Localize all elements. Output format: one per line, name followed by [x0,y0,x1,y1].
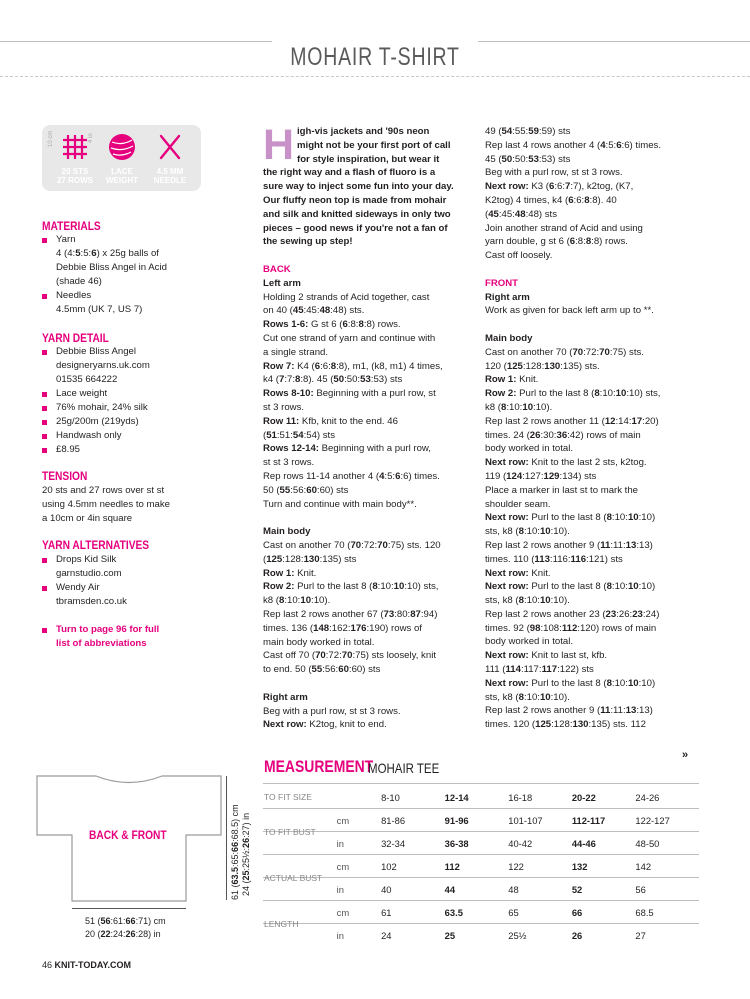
measurement-subtitle: MOHAIR TEE [368,760,440,776]
measurement-cell: 122 [508,860,524,872]
row-label: LENGTH [264,919,299,929]
qty-d: 6 [91,248,97,259]
footer-site: KNIT-TODAY.COM [54,960,132,970]
measurement-cell: 102 [381,860,397,872]
instruction-line: times. 110 (113:116:116:121) sts [485,553,623,565]
instruction-line: sts, k8 (8:10:10:10). [485,595,570,607]
page-title: MOHAIR T-SHIRT [290,43,460,71]
yarn-detail-length: 25g/200m (219yds) [56,416,139,427]
yarn-ball-icon [108,133,136,161]
bullet-icon [42,392,47,397]
measurement-row [263,924,699,947]
instruction-line: st 3 rows. [263,401,305,413]
yarn-detail-weight: Lace weight [56,388,108,399]
stat-needle-label: NEEDLE [153,176,187,185]
height-dimension-line [226,776,227,900]
instruction-line: 45 (50:50:53:53) sts [485,153,571,165]
measurement-cell: 112-117 [571,814,606,826]
instruction-line: times. 136 (148:162:176:190) rows of [263,622,422,634]
row-label: TO FIT SIZE [264,792,312,802]
back-instructions [263,263,468,732]
instruction-line: Rows 1-6: G st 6 (6:8:8:8) rows. [263,319,401,331]
intro-line: for style inspiration, but wear it [297,153,440,165]
measurement-row [263,832,699,855]
stat-needle-size: 4.5 MM [156,167,184,176]
instruction-line: Rep last 2 rows another 11 (12:14:17:20) [485,415,659,427]
subheading: Main body [263,526,311,538]
instruction-line: 120 (125:128:130:135) sts. [485,360,600,372]
measurement-cell: 25½ [508,929,527,941]
stat-gauge-sts: 20 STS [61,167,89,176]
footer [42,960,131,970]
instruction-line: Rep last 4 rows another 4 (4:5:6:6) times. [485,139,661,151]
row-unit: in [336,883,344,895]
intro-line: pieces – good news if you're not a fan of [263,222,448,234]
row-unit [337,786,381,809]
instruction-line: main body worked in total. [263,636,375,648]
instruction-line: Rows 12-14: Beginning with a purl row, [263,443,431,455]
stat-gauge [50,167,100,185]
measurement-cell: 112 [444,860,460,872]
measurement-cell: 20-22 [571,791,596,803]
materials-needles-label: Needles [56,290,92,301]
garment-schematic [36,775,222,915]
instruction-line: Turn and continue with main body**. [263,498,417,510]
instruction-line: Cast off 70 (70:72:70:75) sts loosely, knit [263,650,436,662]
instruction-line: k8 (8:10:10:10). [263,595,331,607]
measurement-cell: 63.5 [444,906,463,918]
measurement-cell: 8-10 [381,791,400,803]
abbreviations-note-2[interactable]: list of abbreviations [56,638,147,649]
row-unit: cm [336,906,350,918]
instruction-line: Row 2: Purl to the last 8 (8:10:10:10) sts, [485,388,661,400]
instruction-line: body worked in total. [485,443,573,455]
measurement-cell: 68.5 [635,906,654,918]
bullet-icon [42,434,47,439]
right-column-instructions [485,125,700,732]
measurement-cell: 32-34 [381,837,406,849]
instruction-line: Next row: K2tog, knit to end. [263,719,387,731]
instruction-line: Cast off loosely. [485,250,553,262]
front-heading: FRONT [485,277,519,289]
measurement-cell: 91-96 [444,814,469,826]
header-rule-right [478,41,750,42]
height-cm-label: 61 (63.5:65:66:68.5) cm [230,804,240,900]
bullet-icon [42,406,47,411]
instruction-line: times. 24 (26:30:36:42) rows of main [485,429,641,441]
grid-icon [62,133,88,161]
abbreviations-note[interactable]: Turn to page 96 for full [56,624,160,635]
instruction-line: Rep rows 11-14 another 4 (4:5:6:6) times. [263,470,440,482]
schematic-label: BACK & FRONT [89,828,167,842]
bullet-icon [42,238,47,243]
instruction-line: times. 92 (98:108:112:120) rows of main [485,622,657,634]
yarn-detail-phone: 01535 664222 [56,374,118,385]
instruction-line: on 40 (45:45:48:48) sts. [263,305,365,317]
intro-paragraph [263,121,468,249]
intro-line: sure way to inject some fun into your day. [263,181,454,193]
instruction-line: sts, k8 (8:10:10:10). [485,691,570,703]
instruction-line: Next row: Knit to the last 2 sts, k2tog. [485,457,647,469]
measurement-cell: 101-107 [508,814,543,826]
back-heading: BACK [263,264,291,275]
alt-yarn-2: Wendy Air [56,582,100,593]
instruction-line: Next row: Knit to last st, kfb. [485,650,608,662]
instruction-line: st st 3 rows. [263,457,315,469]
instruction-line: Row 11: Kfb, knit to the end. 46 [263,415,398,427]
measurement-cell: 25 [444,929,456,941]
header-dashed-rule [0,76,750,77]
measurement-cell: 44-46 [571,837,596,849]
instruction-line: body worked in total. [485,636,573,648]
qty-a: 4 (4: [56,248,76,259]
instruction-line: Row 1: Knit. [485,374,539,386]
measurement-cell: 44 [444,883,456,895]
instruction-line: Row 7: K4 (6:6:8:8), m1, (k8, m1) 4 times, [263,360,443,372]
gauge-side-a: 10 cm [48,130,54,147]
instruction-line: 49 (54:55:59:59) sts [485,126,571,137]
row-unit: cm [336,860,350,872]
subheading: Main body [485,332,533,344]
table-rule [263,783,699,784]
instruction-line: Next row: Purl to the last 8 (8:10:10:10) [485,512,656,524]
intro-line: the sewing up step! [263,236,353,248]
yarn-detail-fibre: 76% mohair, 24% silk [56,402,148,413]
instruction-line: Cast on another 70 (70:72:70:75) sts. [485,346,644,358]
row-label: TO FIT BUST [264,827,316,837]
bullet-icon [42,350,47,355]
measurement-cell: 56 [635,883,646,895]
measurement-cell: 52 [571,883,583,895]
instruction-line: Rep last 2 rows another 9 (11:11:13:13) [485,539,653,551]
instruction-line: Row 2: Purl to the last 8 (8:10:10:10) sts, [263,581,439,593]
materials-yarn-name: Debbie Bliss Angel in Acid [56,262,167,273]
tension-line: a 10cm or 4in square [42,513,133,524]
measurement-cell: 142 [635,860,652,872]
instruction-line: Row 1: Knit. [263,567,317,579]
measurement-cell: 122-127 [635,814,670,826]
yarn-detail-brand: Debbie Bliss Angel [56,346,136,357]
instruction-line: to end. 50 (55:56:60:60) sts [263,664,381,676]
measurement-table [263,786,699,946]
width-dimension-line [72,908,186,909]
width-in-label: 20 (22:24:26:28) in [85,929,161,939]
instruction-line: Rep last 2 rows another 67 (73:80:87:94) [263,608,438,620]
materials-yarn-qty [56,247,159,261]
alt-yarn-1: Drops Kid Silk [56,554,117,565]
tension-heading: TENSION [42,469,88,483]
instruction-line: k4 (7:7:8:8). 45 (50:50:53:53) sts [263,374,403,386]
materials-heading: MATERIALS [42,219,101,233]
bullet-icon [42,448,47,453]
alternatives-heading: YARN ALTERNATIVES [42,538,150,552]
instruction-line: (51:51:54:54) sts [263,429,336,441]
instruction-line: Join another strand of Acid and using [485,222,643,234]
instruction-line: Holding 2 strands of Acid together, cast [263,291,430,303]
intro-line: Our fluffy neon top is made from mohair [263,194,447,206]
instruction-line: Next row: Purl to the last 8 (8:10:10:10) [485,581,656,593]
instruction-line: Next row: Knit. [485,567,551,579]
yarn-detail-heading: YARN DETAIL [42,331,109,345]
instruction-line: shoulder seam. [485,498,551,510]
instruction-line: Next row: Purl to the last 8 (8:10:10:10) [485,677,656,689]
needles-icon [157,133,183,161]
measurement-cell: 65 [508,906,519,918]
instruction-line: 50 (55:56:60:60) sts [263,484,349,496]
bullet-icon [42,558,47,563]
instruction-line: Rows 8-10: Beginning with a purl row, st [263,388,436,400]
stat-gauge-rows: 27 ROWS [56,176,93,185]
continue-arrow-icon[interactable]: » [682,749,689,761]
yarn-detail-website: designeryarns.uk.com [56,360,150,371]
measurement-cell: 27 [635,929,646,941]
drop-cap: H [263,121,295,169]
instruction-line: (45:45:48:48) sts [485,208,558,220]
instruction-line: k8 (8:10:10:10). [485,401,553,413]
measurement-cell: 16-18 [508,791,533,803]
measurement-cell: 66 [571,906,583,918]
width-cm-label: 51 (56:61:66:71) cm [85,916,166,926]
measurement-row [263,878,699,901]
bullet-icon [42,420,47,425]
measurement-cell: 48-50 [635,837,660,849]
right-arm-heading: Right arm [485,291,530,303]
measurement-cell: 132 [571,860,588,872]
materials-yarn-label: Yarn [56,234,76,245]
instruction-line: a single strand. [263,346,329,358]
instruction-line: sts, k8 (8:10:10:10). [485,526,570,538]
intro-line: and silk and knitted sideways in only two [263,208,451,220]
height-in-label: 24 (25:25½:26:27) in [241,812,251,896]
qty-c: :5: [80,248,92,259]
instruction-line: Cut one strand of yarn and continue with [263,332,436,344]
instruction-line: Rep last 2 rows another 23 (23:26:23:24) [485,608,660,620]
tension-line: using 4.5mm needles to make [42,499,170,510]
stat-weight [97,167,147,185]
stat-needle [145,167,195,185]
alt-yarn-2-site: tbramsden.co.uk [56,596,127,607]
instruction-line: Cast on another 70 (70:72:70:75) sts. 120 [263,539,441,551]
measurement-row [263,786,699,809]
alt-yarn-1-site: garnstudio.com [56,568,122,579]
yarn-detail-care: Handwash only [56,430,122,441]
instruction-line: Next row: K3 (6:6:7:7), k2tog, (K7, [485,181,634,193]
instruction-line: K2tog) 4 times, k4 (6:6:8:8). 40 [485,194,617,206]
instruction-line: (125:128:130:135) sts [263,553,357,565]
measurement-cell: 24-26 [635,791,660,803]
bullet-icon [42,586,47,591]
yarn-detail-price: £8.95 [56,444,81,455]
materials-yarn-shade: (shade 46) [56,276,102,287]
qty-e: ) x 25g balls of [96,248,159,259]
measurement-title: MEASUREMENT [264,757,374,776]
intro-line: the right way and a flash of fluoro is a [263,167,436,179]
gauge-side-b: 4 in [88,133,94,143]
measurement-cell: 48 [508,883,519,895]
header-rule-left [0,41,272,42]
instruction-line: 119 (124:127:129:134) sts [485,470,597,482]
stat-weight-line1: LACE [111,167,133,176]
tension-line: 20 sts and 27 rows over st st [42,485,165,496]
stats-box [42,125,201,191]
row-unit: cm [336,814,350,826]
intro-line: igh-vis jackets and '90s neon [297,126,430,137]
instruction-line: Beg with a purl row, st st 3 rows. [485,167,623,179]
instruction-line: Beg with a purl row, st st 3 rows. [263,705,401,717]
measurement-cell: 12-14 [444,791,469,803]
instruction-line: 111 (114:117:117:122) sts [485,664,594,676]
row-unit: in [336,929,344,941]
row-label: ACTUAL BUST [264,873,323,883]
measurement-cell: 36-38 [444,837,469,849]
instruction-line: times. 120 (125:128:130:135) sts. 112 [485,719,646,731]
instruction-line: Place a marker in last st to mark the [485,484,639,496]
measurement-cell: 61 [381,906,392,918]
qty-b: 5 [75,248,81,259]
measurement-cell: 81-86 [381,814,406,826]
instruction-line: Rep last 2 rows another 9 (11:11:13:13) [485,705,653,717]
measurement-cell: 26 [571,929,583,941]
row-unit: in [336,837,344,849]
page-number: 46 [42,960,53,970]
stat-weight-line2: WEIGHT [106,176,138,185]
left-arm-heading: Left arm [263,277,301,289]
intro-line: might not be your first port of call [297,139,451,151]
measurement-cell: 24 [381,929,392,941]
bullet-icon [42,294,47,299]
bullet-icon [42,628,47,633]
instruction-line: yarn double, g st 6 (6:8:8:8) rows. [485,236,628,248]
instruction-line: Work as given for back left arm up to **. [485,305,654,317]
measurement-cell: 40 [381,883,392,895]
subheading: Right arm [263,691,308,703]
materials-needles-size: 4.5mm (UK 7, US 7) [56,304,143,315]
measurement-cell: 40-42 [508,837,533,849]
